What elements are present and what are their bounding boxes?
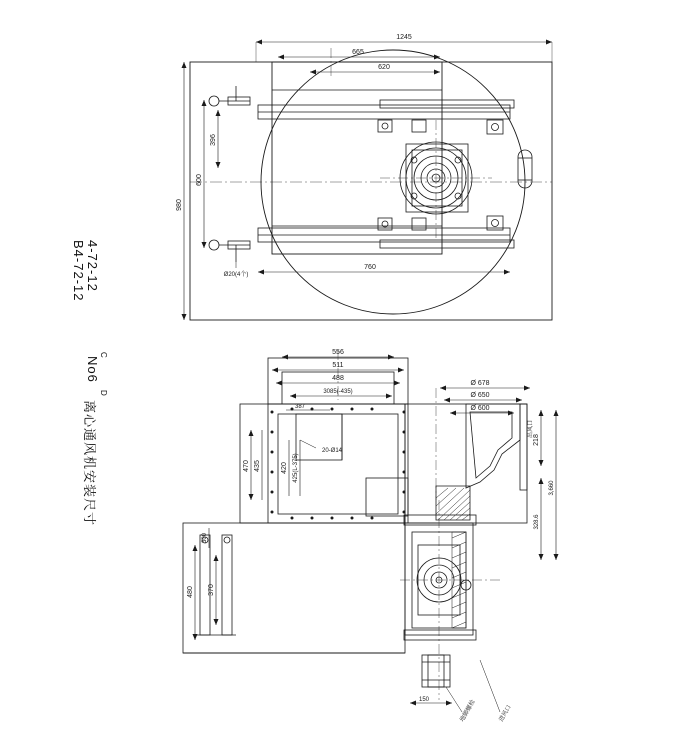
model-sub-top: C — [99, 352, 108, 359]
dim-right-b: 328.6 — [534, 514, 540, 530]
model-sub-bottom: D — [99, 390, 108, 397]
dim-left-h: 420 — [281, 462, 288, 474]
title-chinese: 离心通风机安装尺寸 — [82, 400, 97, 527]
dim-left-f: 470 — [243, 460, 250, 472]
dim-top-a: 556 — [332, 349, 344, 356]
dim-left-i: 425(L-375) — [293, 453, 299, 483]
dim-diam-2: Ø 650 — [470, 392, 490, 399]
dim-left-g: 435 — [254, 460, 261, 472]
dim-left-k: 370 — [208, 584, 215, 596]
note-hole-top: Ø20(4个) — [223, 272, 249, 278]
dim-inner-width: 665 — [352, 49, 364, 56]
dim-diam-1: Ø 678 — [470, 380, 490, 387]
note-anchor-bolt: 地脚螺栓 — [459, 699, 477, 723]
dim-right-c: 3,660 — [549, 480, 555, 496]
dim-left-l: 480 — [187, 586, 194, 598]
dim-overall-width: 1245 — [396, 34, 412, 41]
note-outlet: 出风口 — [528, 419, 534, 438]
dim-bottom-a: 150 — [418, 697, 430, 703]
dim-left-j: 300 — [202, 532, 208, 544]
dim-right-a: 218 — [533, 434, 540, 446]
dim-top-b: 511 — [332, 362, 344, 369]
dim-left-e: 387 — [294, 404, 306, 410]
model-line: No6 — [85, 356, 100, 383]
dim-height-mid: 600 — [196, 174, 203, 186]
dim-top-d: 3085(-435) — [323, 389, 353, 395]
title-line-1: 4-72-12 — [85, 240, 100, 292]
note-inlet: 进风口 — [498, 704, 513, 723]
dim-height-total: 980 — [176, 199, 183, 211]
dim-top-c: 488 — [332, 375, 344, 382]
note-hole-bottom: 20-Ø14 — [322, 448, 343, 454]
dim-diam-3: Ø 600 — [470, 405, 490, 412]
dim-base-width: 760 — [364, 264, 376, 271]
dim-height-small: 396 — [210, 134, 217, 146]
dim-inner-width2: 620 — [378, 64, 390, 71]
title-line-2: B4-72-12 — [71, 240, 86, 302]
